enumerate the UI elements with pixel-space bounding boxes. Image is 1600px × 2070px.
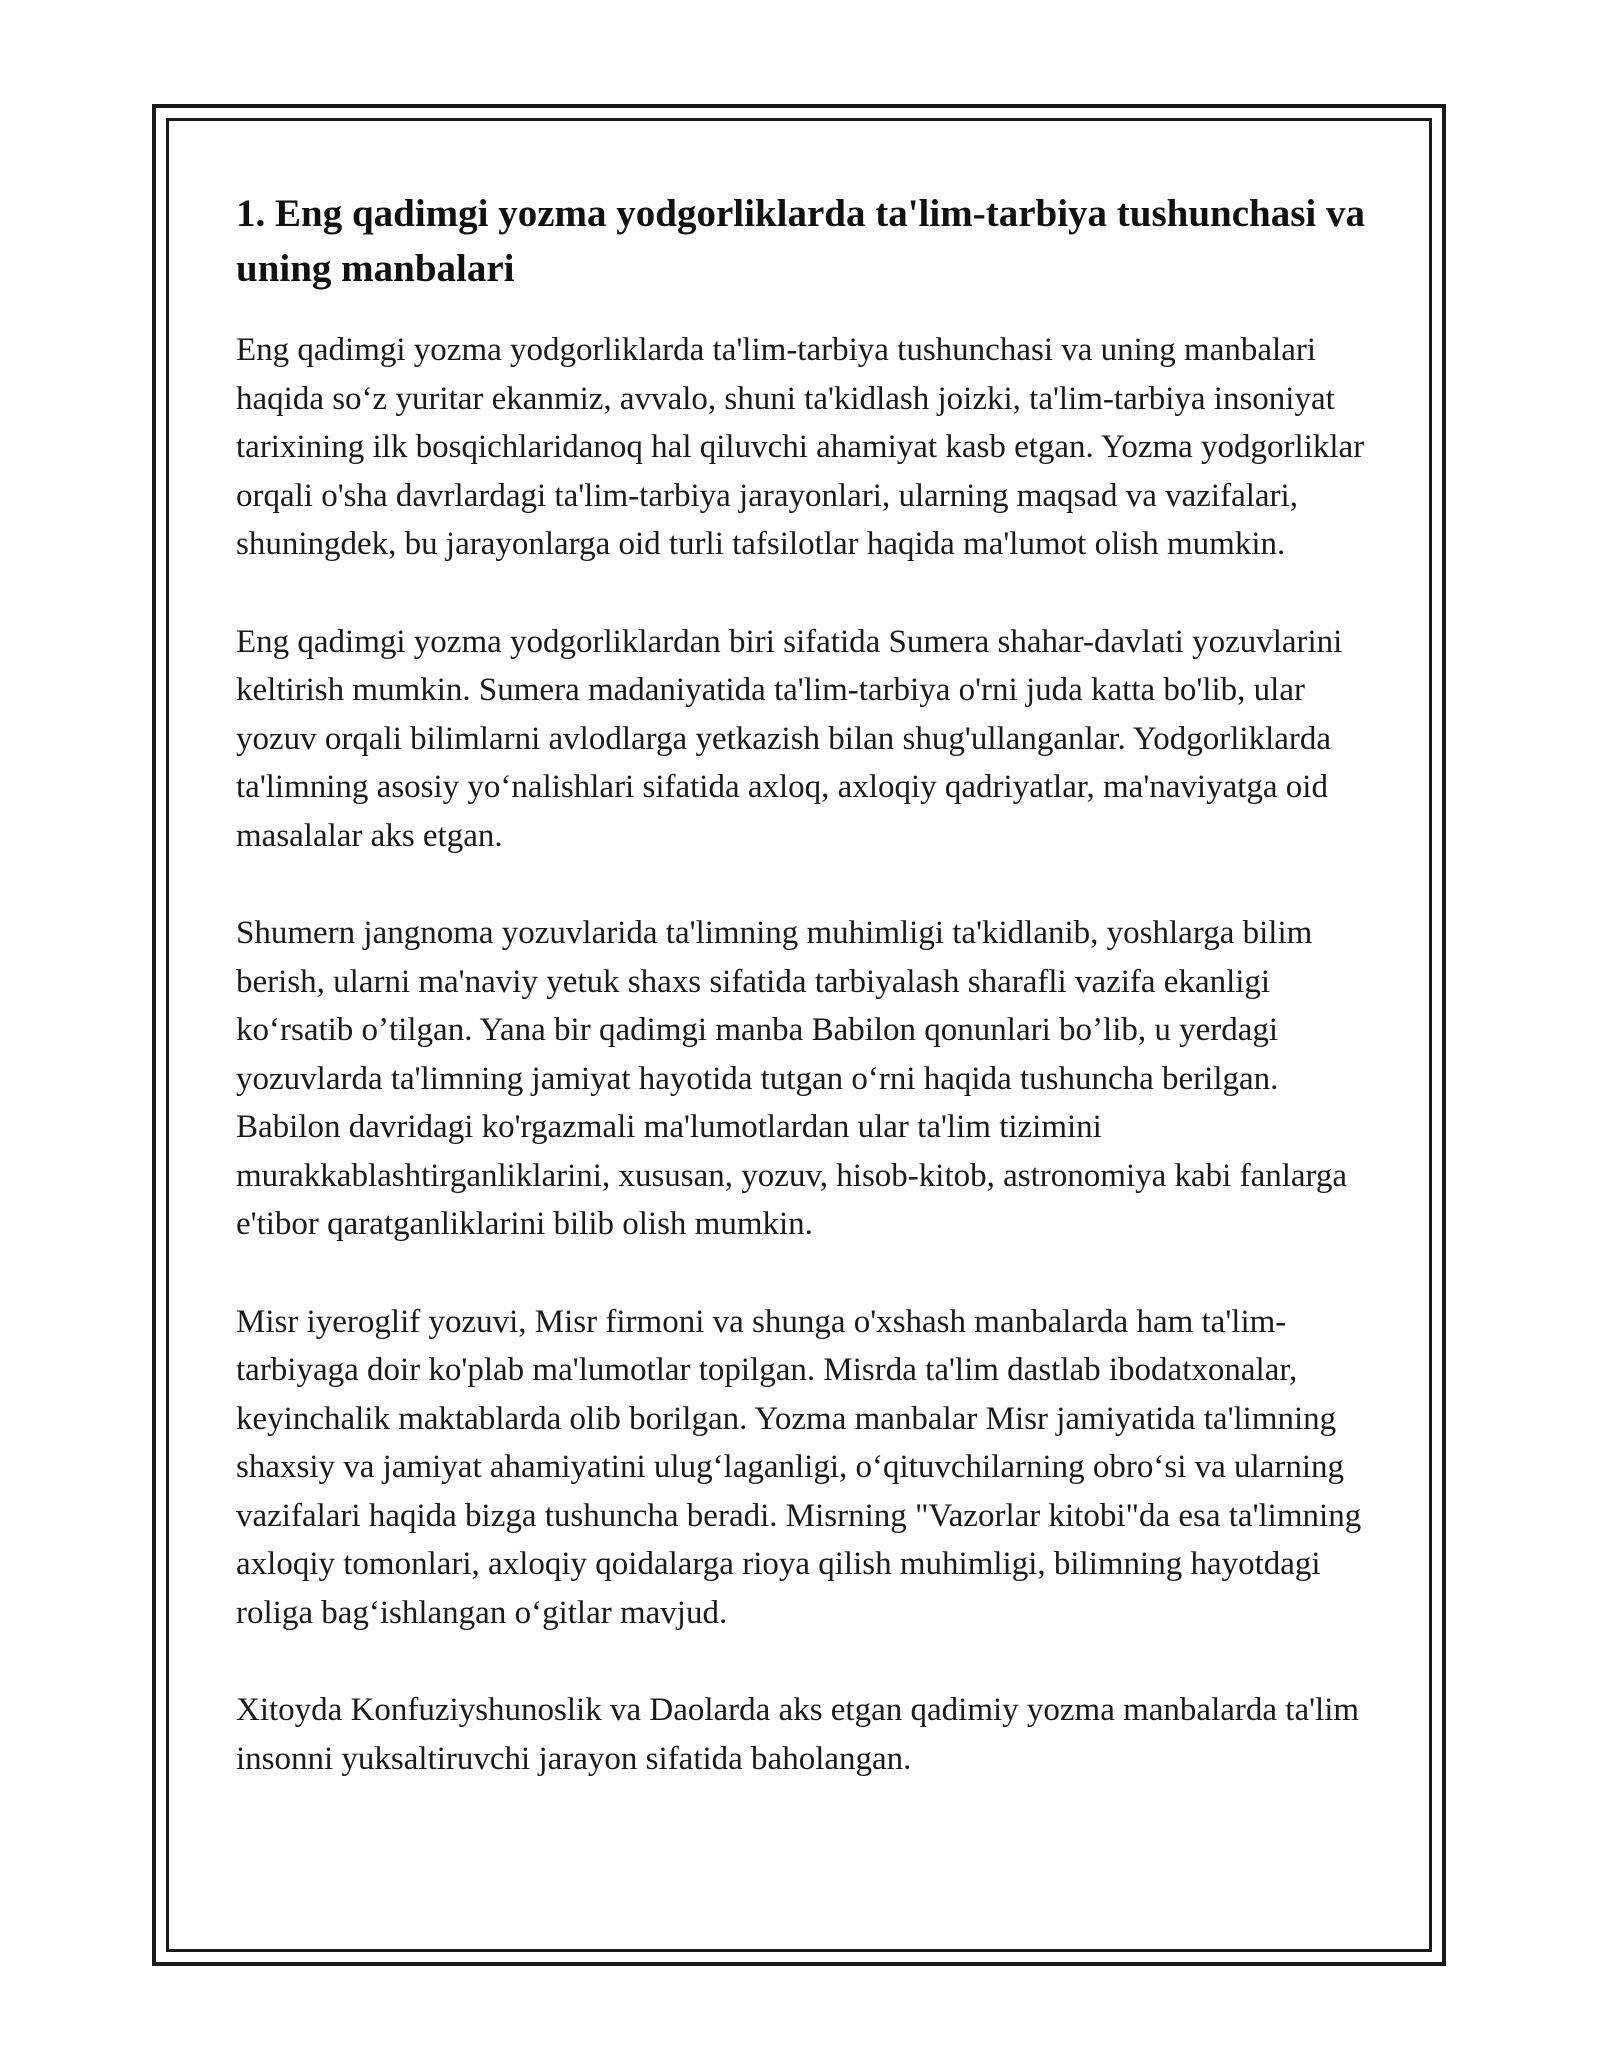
paragraph-4: Misr iyeroglif yozuvi, Misr firmoni va shunga o'xshash manbalarda ham ta'lim-tarbiyaga doir ko'plab ma'lumotlar topilgan. Misrda ta'lim dastlab ibodatxonalar, keyinchalik maktablarda olib borilgan. Yozma manbalar Misr jamiyatida ta'limning shaxsiy va jamiyat ahamiyatini ulugʻlaganligi, oʻqituvchilarning obroʻsi va ularning vazifalari haqida bizga tushuncha beradi. Misrning "Vazorlar kitobi"da esa ta'limning axloqiy tomonlari, axloqiy qoidalarga rioya qilish muhimligi, bilimning hayotdagi roliga bagʻishlangan oʻgitlar mavjud. [236,1303,1362,1631]
paragraph-2: Eng qadimgi yozma yodgorliklardan biri sifatida Sumera shahar-davlati yozuvlarini keltirish mumkin. Sumera madaniyatida ta'lim-tarbiya o'rni juda katta bo'lib, ular yozuv orqali bilimlarni avlodlarga yetkazish bilan shug'ullanganlar. Yodgorliklarda ta'limning asosiy yoʻnalishlari sifatida axloq, axloqiy qadriyatlar, ma'naviyatga oid masalalar aks etgan. [236,623,1343,854]
document-body [236,186,1376,1832]
paragraph-1: Eng qadimgi yozma yodgorliklarda ta'lim-tarbiya tushunchasi va uning manbalari haqida soʻz yuritar ekanmiz, avvalo, shuni ta'kidlash joizki, ta'lim-tarbiya insoniyat tarixining ilk bosqichlaridanoq hal qiluvchi ahamiyat kasb etgan. Yozma yodgorliklar orqali o'sha davrlardagi ta'lim-tarbiya jarayonlari, ularning maqsad va vazifalari, shuningdek, bu jarayonlarga oid turli tafsilotlar haqida ma'lumot olish mumkin. [236,332,1365,562]
section-heading: 1. Eng qadimgi yozma yodgorliklarda ta'lim-tarbiya tushunchasi va uning manbalari [236,192,1365,290]
paragraph-5: Xitoyda Konfuziyshunoslik va Daolarda aks etgan qadimiy yozma manbalarda ta'lim insonni yuksaltiruvchi jarayon sifatida baholangan. [236,1692,1360,1777]
paragraph-3: Shumern jangnoma yozuvlarida ta'limning muhimligi ta'kidlanib, yoshlarga bilim berish, ularni ma'naviy yetuk shaxs sifatida tarbiyalash sharafli vazifa ekanligi koʻrsatib oʼtilgan. Yana bir qadimgi manba Babilon qonunlari boʼlib, u yerdagi yozuvlarda ta'limning jamiyat hayotida tutgan oʻrni haqida tushuncha berilgan. Babilon davridagi ko'rgazmali ma'lumotlardan ular ta'lim tizimini murakkablashtirganliklarini, xususan, yozuv, hisob-kitob, astronomiya kabi fanlarga e'tibor qaratganliklarini bilib olish mumkin. [236,915,1348,1242]
